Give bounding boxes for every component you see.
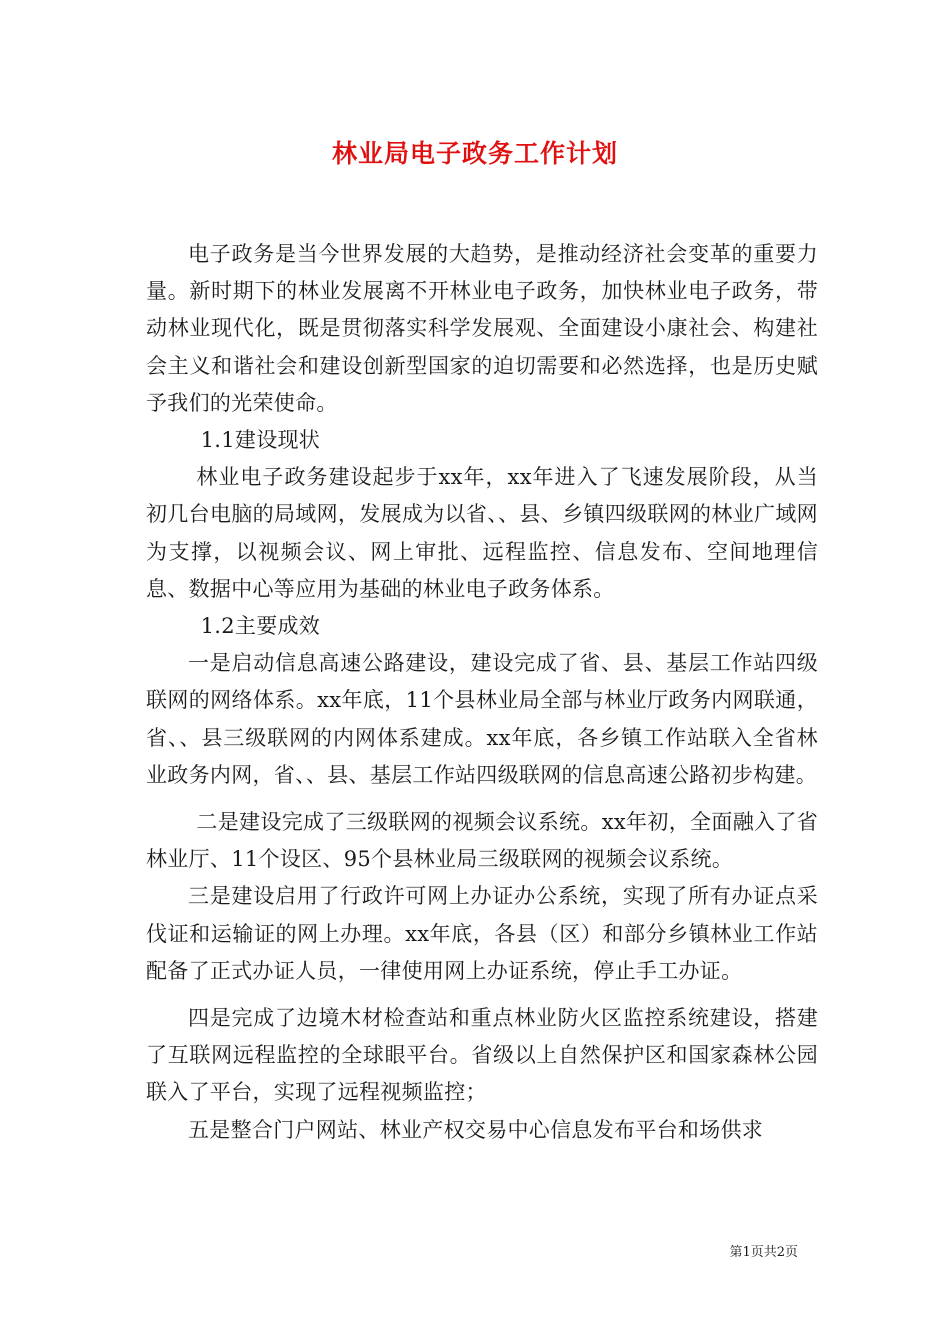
paragraph-achievement-1: 一是启动信息高速公路建设，建设完成了省、县、基层工作站四级联网的网络体系。xx年底，11个县林业局全部与林业厅政务内网联通，省、、县三级联网的内网体系建成。xx年底，各乡镇工作站联入全省林业政务内网，省、、县、基层工作站四级联网的信息高速公路初步构建。 bbox=[146, 651, 818, 787]
paragraph-achievement-3: 三是建设启用了行政许可网上办证办公系统，实现了所有办证点采伐证和运输证的网上办理。xx年底，各县（区）和部分乡镇林业工作站配备了正式办证人员，一律使用网上办证系统，停止手工办证。 bbox=[146, 884, 818, 983]
paragraph-intro: 电子政务是当今世界发展的大趋势，是推动经济社会变革的重要力量。新时期下的林业发展离不开林业电子政务，加快林业电子政务，带动林业现代化，既是贯彻落实科学发展观、全面建设小康社会、构建社会主义和谐社会和建设创新型国家的迫切需要和必然选择，也是历史赋予我们的光荣使命。 bbox=[146, 242, 818, 415]
paragraph-status: 林业电子政务建设起步于xx年，xx年进入了飞速发展阶段，从当初几台电脑的局域网，发展成为以省、、县、乡镇四级联网的林业广域网为支撑，以视频会议、网上审批、远程监控、信息发布、空间地理信息、数据中心等应用为基础的林业电子政务体系。 bbox=[146, 465, 818, 601]
section-heading-1-2: 1.2主要成效 bbox=[200, 614, 321, 639]
document-body bbox=[146, 236, 818, 1149]
paragraph-achievement-5: 五是整合门户网站、林业产权交易中心信息发布平台和场供求 bbox=[188, 1117, 764, 1142]
paragraph-achievement-2: 二是建设完成了三级联网的视频会议系统。xx年初，全面融入了省林业厅、11个设区、95个县林业局三级联网的视频会议系统。 bbox=[146, 810, 818, 872]
page-number: 第1页共2页 bbox=[729, 1245, 798, 1260]
section-heading-1-1: 1.1建设现状 bbox=[200, 428, 321, 453]
document-title: 林业局电子政务工作计划 bbox=[331, 139, 618, 168]
paragraph-achievement-4: 四是完成了边境木材检查站和重点林业防火区监控系统建设，搭建了互联网远程监控的全球眼平台。省级以上自然保护区和国家森林公园联入了平台，实现了远程视频监控； bbox=[146, 1006, 818, 1105]
